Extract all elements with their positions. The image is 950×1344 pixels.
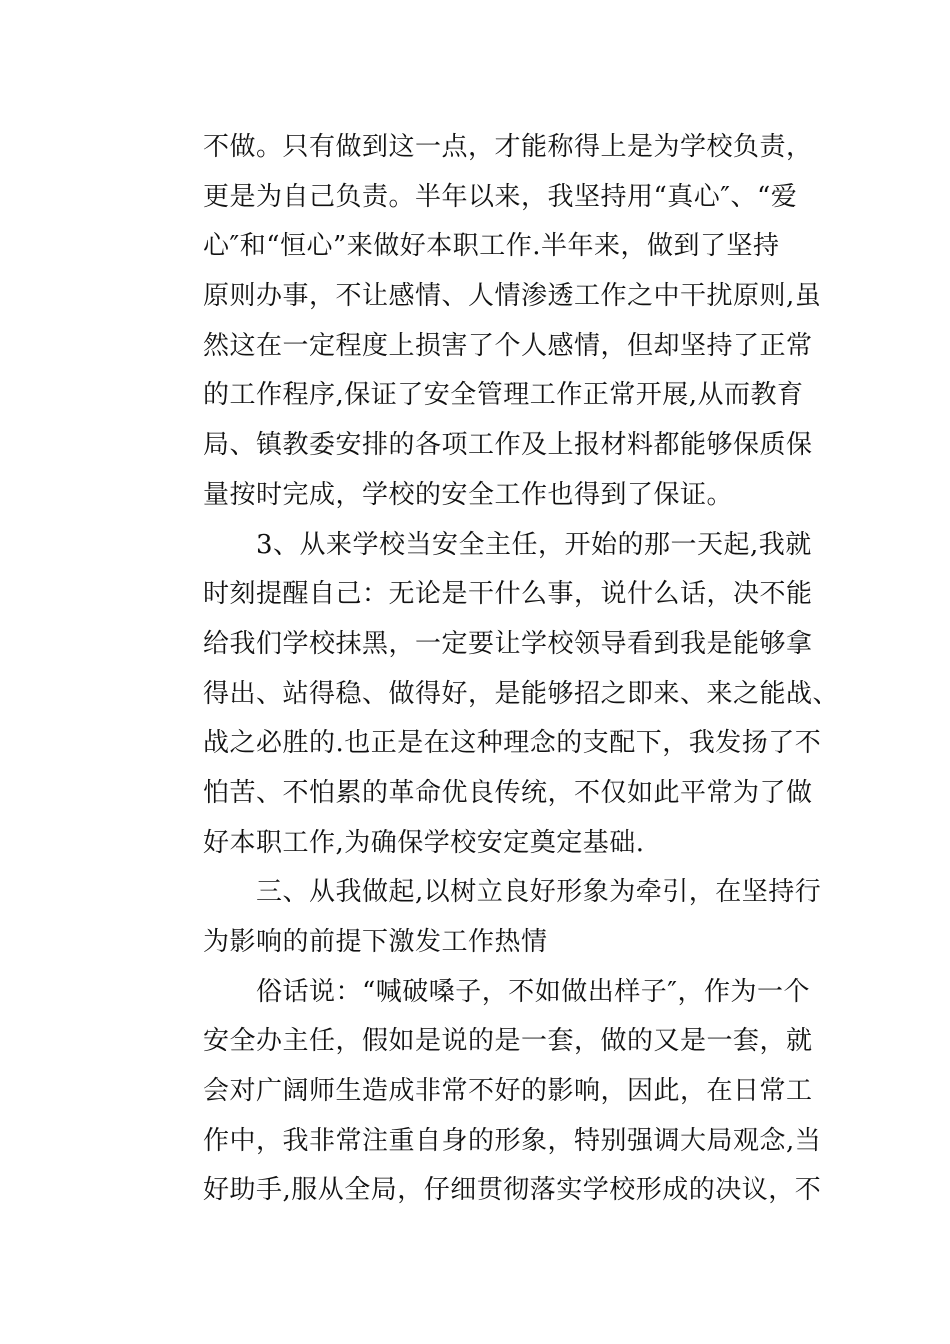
text-line: 安全办主任，假如是说的是一套，做的又是一套，就 — [203, 1026, 813, 1057]
text-line: 量按时完成，学校的安全工作也得到了保证。 — [203, 479, 734, 510]
text-line: 心″和“恒心”来做好本职工作.半年来，做到了坚持 — [203, 231, 780, 262]
text-line: 好助手,服从全局，仔细贯彻落实学校形成的决议，不 — [203, 1175, 822, 1206]
section-heading-line: 为影响的前提下激发工作热情 — [203, 927, 548, 957]
text-line: 俗话说：“喊破嗓子，不如做出样子″，作为一个 — [203, 976, 811, 1007]
text-line: 怕苦、不怕累的革命优良传统，不仅如此平常为了做 — [203, 777, 813, 808]
text-line: 局、镇教委安排的各项工作及上报材料都能够保质保 — [203, 430, 813, 461]
text-line: 的工作程序,保证了安全管理工作正常开展,从而教育 — [203, 380, 804, 411]
text-line: 给我们学校抹黑，一定要让学校领导看到我是能够拿 — [203, 628, 813, 659]
text-line: 不做。只有做到这一点，才能称得上是为学校负责， — [203, 132, 813, 162]
body-text — [203, 123, 840, 1216]
text-line: 战之必胜的.也正是在这种理念的支配下，我发扬了不 — [203, 728, 822, 759]
text-line: 然这在一定程度上损害了个人感情，但却坚持了正常 — [203, 330, 813, 361]
text-line: 3、从来学校当安全主任，开始的那一天起,我就 — [203, 529, 812, 560]
text-line: 时刻提醒自己：无论是干什么事，说什么话，决不能 — [203, 579, 813, 610]
text-line: 得出、站得稳、做得好，是能够招之即来、来之能战、 — [203, 678, 840, 709]
text-line: 原则办事，不让感情、人情渗透工作之中干扰原则,虽 — [203, 281, 822, 312]
text-line: 好本职工作,为确保学校安定奠定基础. — [203, 827, 645, 858]
text-line: 更是为自己负责。半年以来，我坚持用“真心″、“爱 — [203, 181, 798, 212]
text-line: 作中，我非常注重自身的形象，特别强调大局观念,当 — [203, 1125, 822, 1156]
section-heading-line: 三、从我做起,以树立良好形象为牵引，在坚持行 — [203, 877, 822, 908]
text-line: 会对广阔师生造成非常不好的影响，因此，在日常工 — [203, 1076, 813, 1107]
